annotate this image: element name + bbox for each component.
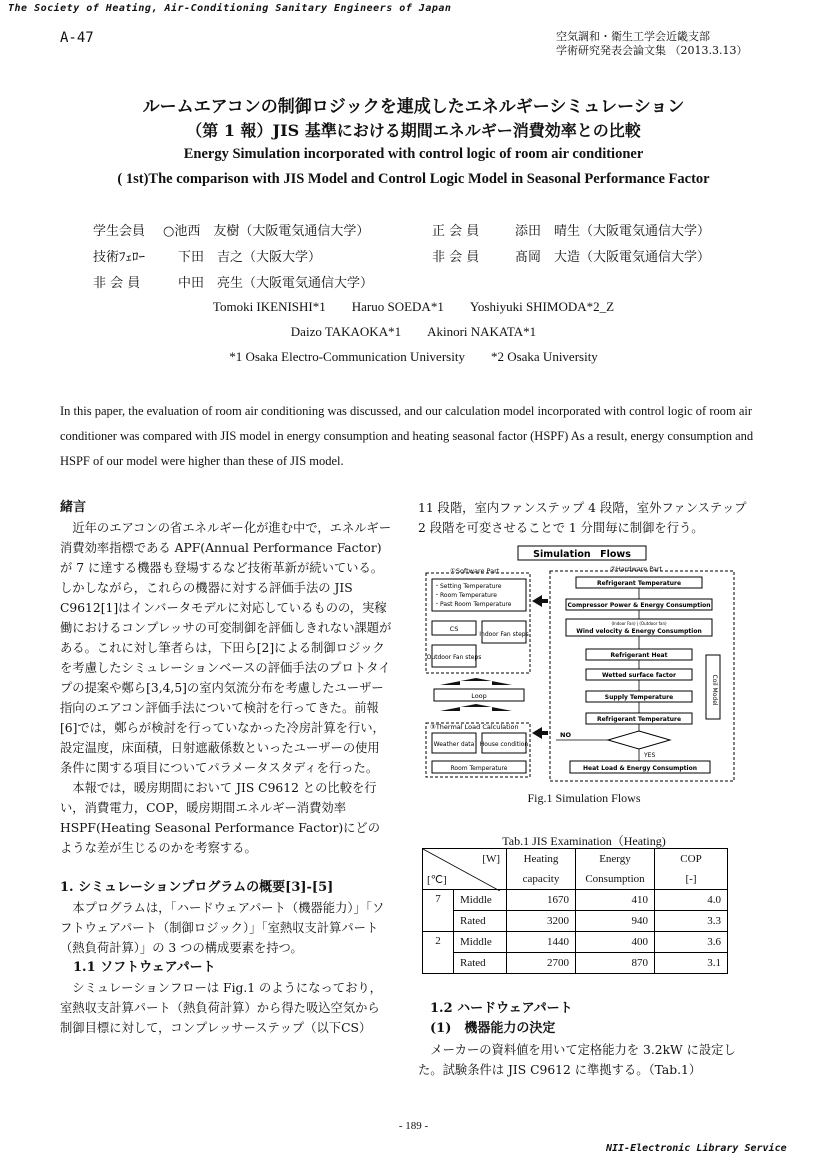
author-role-2: 技術ﾌｪﾛｰ: [93, 250, 146, 265]
cell-temp: 2: [423, 932, 454, 974]
room-temp-label: Room Temperature: [450, 765, 508, 772]
affiliations: *1 Osaka Electro-Communication University *2 Osaka University: [229, 349, 598, 364]
title-ja-2: （第 1 報）JIS 基準における期間エネルギー消費効率との比較: [186, 121, 641, 140]
conference-info: [556, 30, 747, 58]
section-1-heading: 1. シミュレーションプログラムの概要[3]-[5]: [60, 880, 334, 895]
table-row: [423, 890, 728, 911]
section-1-paragraph: 本プログラムは，「ハードウェアパート（機器能力）」「ソフトウェアパート（制御ロジック）」「室熱収支計算パート（熱負荷計算）」の 3 つの構成要素を持つ。: [60, 901, 385, 955]
author-name-5: 髙岡 大造（大阪電気通信大学）: [515, 250, 711, 265]
fan-note: (Indoor Fan) | (Outdoor fan): [611, 621, 667, 626]
software-label: ①Software Part: [450, 567, 500, 575]
cell-energy: 940: [576, 911, 655, 932]
hardware-label: ②Hardware Part: [610, 565, 663, 573]
author-role-5: 非 会 員: [432, 250, 480, 265]
arrow-hw-to-load: [532, 727, 542, 739]
cell-cap: 2700: [507, 953, 576, 974]
page-number: - 189 -: [398, 1120, 429, 1132]
cell-energy: 870: [576, 953, 655, 974]
cell-cop: 3.6: [655, 932, 728, 953]
decision-diamond: [608, 731, 670, 749]
house-label: House condition: [479, 741, 529, 748]
authors-en-2: Daizo TAKAOKA*1 Akinori NAKATA*1: [290, 324, 537, 339]
table-row: [423, 911, 728, 932]
title-ja-1: ルームエアコンの制御ロジックを連成したエネルギーシミュレーション: [142, 97, 685, 117]
section-1-2: [430, 999, 750, 1039]
th-energy-1: Energy: [576, 849, 655, 870]
header-unit: [W]: [482, 853, 500, 865]
coil-model-label: Coil Model: [711, 674, 718, 706]
section-1-2-heading: 1.2 ハードウェアパート: [430, 1001, 573, 1016]
input-2: ・Room Temperature: [434, 592, 498, 599]
right-column-text: 11 段階，室内ファンステップ 4 段階，室外ファンステップ 2 段階を可変させることで 1 分間毎に制御を行う。: [418, 501, 747, 535]
hw-step-3-label: Wind velocity & Energy Consumption: [576, 628, 702, 635]
loop-label: Loop: [471, 692, 487, 700]
intro-paragraph-2: 本報では，暖房期間において JIS C9612 との比較を行い，消費電力，COP，暖房期間エネルギー消費効率 HSPF(Heating Seasonal Performance Factor)にどのような差が生じるのかを考察する。: [60, 781, 381, 855]
author-role-1: 学生会員: [93, 224, 146, 239]
hw-step-2-label: Compressor Power & Energy Consumption: [567, 602, 711, 609]
title-en-1: Energy Simulation incorporated with control logic of room air conditioner: [183, 146, 644, 162]
outdoor-fan-label: Outdoor Fan steps: [426, 654, 482, 661]
cs-label: CS: [449, 625, 459, 633]
author-name-4: 添田 晴生（大阪電気通信大学）: [515, 224, 711, 239]
authors-en-1: Tomoki IKENISHI*1 Haruo SOEDA*1 Yoshiyuki SHIMODA*2_Z: [212, 299, 615, 314]
author-role-3: 非 会 員: [93, 276, 141, 291]
left-column: [60, 498, 392, 1038]
society-header: The Society of Heating, Air-Conditioning Sanitary Engineers of Japan: [8, 3, 452, 14]
weather-label: Weather data: [433, 741, 475, 748]
header-temp: [℃]: [427, 874, 447, 886]
cell-temp: 7: [423, 890, 454, 932]
author-name-1: ○池西 友樹（大阪電気通信大学）: [163, 224, 370, 239]
intro-paragraph-1: 近年のエアコンの省エネルギー化が進む中で，エネルギー消費効率指標である APF(Annual Performance Factor)が 7 に達する機器も登場するなど技術革新が続いている。しかしながら，これらの機器に対する評価手法の JIS C9612[1]はインバータモデルに対応しているものの，実稼働におけるコンプレッサの可変制御を評価しきれない課題がある。これに対し筆者らは，下田ら[2]による制御ロジックを考慮したシミュレーションベースの評価手法のプロトタイプの提案や鄭ら[3,4,5]の室内気流分布を考慮したユーザー指向のエアコン評価手法について検討を行ってきた。前報[6]では，鄭らが検討を行っていなかった冷房計算を行い，設定温度，床面積，日射遮蔽係数といったユーザーの使用条件に関する項目についてパラメータスタディを行った。: [60, 521, 392, 775]
cell-cond: Rated: [454, 953, 507, 974]
thermal-label: ③Thermal Load Calculation: [430, 723, 519, 731]
hw-step-5-label: Wetted surface factor: [601, 672, 677, 679]
no-label: NO: [560, 731, 571, 739]
cell-cop: 3.1: [655, 953, 728, 974]
hw-step-4-label: Refrigerant Heat: [610, 652, 668, 659]
cell-cop: 4.0: [655, 890, 728, 911]
section-1-1-heading: 1.1 ソフトウェアパート: [73, 960, 216, 975]
section-1-2-subheading: (1) 機器能力の決定: [430, 1021, 556, 1036]
title-en-2: ( 1st)The comparison with JIS Model and Control Logic Model in Seasonal Performance Factor: [117, 171, 710, 187]
cell-energy: 410: [576, 890, 655, 911]
cell-cap: 1670: [507, 890, 576, 911]
th-cop: COP: [655, 849, 728, 870]
arrow-hw-to-sw: [532, 595, 542, 607]
table-row: [423, 932, 728, 953]
abstract: In this paper, the evaluation of room air conditioning was discussed, and our calculation model incorporated with control logic of room air conditioner was compared with JIS model in energy consumption and heating seasonal factor (HSPF) As a result, energy consumption and HSPF of our model were higher than these of JIS model.: [60, 404, 754, 468]
simulation-flow-diagram: [420, 543, 740, 783]
hw-step-7-label: Refrigerant Temperature: [596, 716, 682, 723]
section-1-2-paragraph: メーカーの資料値を用いて定格能力を 3.2kW に設定した。試験条件は JIS C9612 に準拠する。（Tab.1）: [418, 1043, 736, 1077]
th-energy-2: Consumption: [576, 869, 655, 890]
cell-cond: Middle: [454, 932, 507, 953]
th-cop-unit: [-]: [655, 869, 728, 890]
hw-step-1-label: Refrigerant Temperature: [596, 580, 682, 587]
conference-line-1: 空気調和・衛生工学会近畿支部: [556, 30, 710, 43]
cell-cond: Middle: [454, 890, 507, 911]
author-name-3: 中田 亮生（大阪電気通信大学）: [178, 276, 374, 291]
table-corner-cell: [423, 849, 507, 890]
indoor-fan-label: Indoor Fan steps: [479, 631, 529, 638]
author-name-2: 下田 吉之（大阪大学）: [178, 250, 322, 265]
figure-caption: Fig.1 Simulation Flows: [527, 791, 641, 805]
paper-id: A-47: [60, 30, 94, 46]
cell-cop: 3.3: [655, 911, 728, 932]
author-role-4: 正 会 員: [432, 224, 480, 239]
cell-cond: Rated: [454, 911, 507, 932]
cell-energy: 400: [576, 932, 655, 953]
th-heating-1: Heating: [507, 849, 576, 870]
yes-label: YES: [644, 752, 656, 759]
conference-line-2: 学術研究発表会論文集 （2013.3.13）: [556, 44, 748, 57]
loop-arrow-2: [440, 704, 512, 711]
heat-load-label: Heat Load & Energy Consumption: [583, 765, 697, 772]
jis-table: [422, 848, 728, 974]
cell-cap: 3200: [507, 911, 576, 932]
intro-heading: 緒言: [60, 500, 87, 515]
flow-title: Simulation Flows: [533, 549, 631, 560]
th-heating-2: capacity: [507, 869, 576, 890]
cell-cap: 1440: [507, 932, 576, 953]
table-caption: Tab.1 JIS Examination（Heating): [502, 834, 666, 848]
section-1-1-paragraph: シミュレーションフローは Fig.1 のようになっており，室熱収支計算パート（熱負荷計算）から得た吸込空気から制御目標に対して，コンプレッサーステップ（以下CS）: [60, 981, 382, 1035]
input-1: ・Setting Temperature: [434, 583, 502, 590]
nii-footer: NII-Electronic Library Service: [606, 1143, 787, 1154]
flow-svg: [420, 543, 740, 783]
hw-step-6-label: Supply Temperature: [604, 694, 674, 701]
input-3: ・Past Room Temperature: [434, 601, 512, 608]
loop-arrow: [440, 678, 512, 685]
table-row: [423, 953, 728, 974]
